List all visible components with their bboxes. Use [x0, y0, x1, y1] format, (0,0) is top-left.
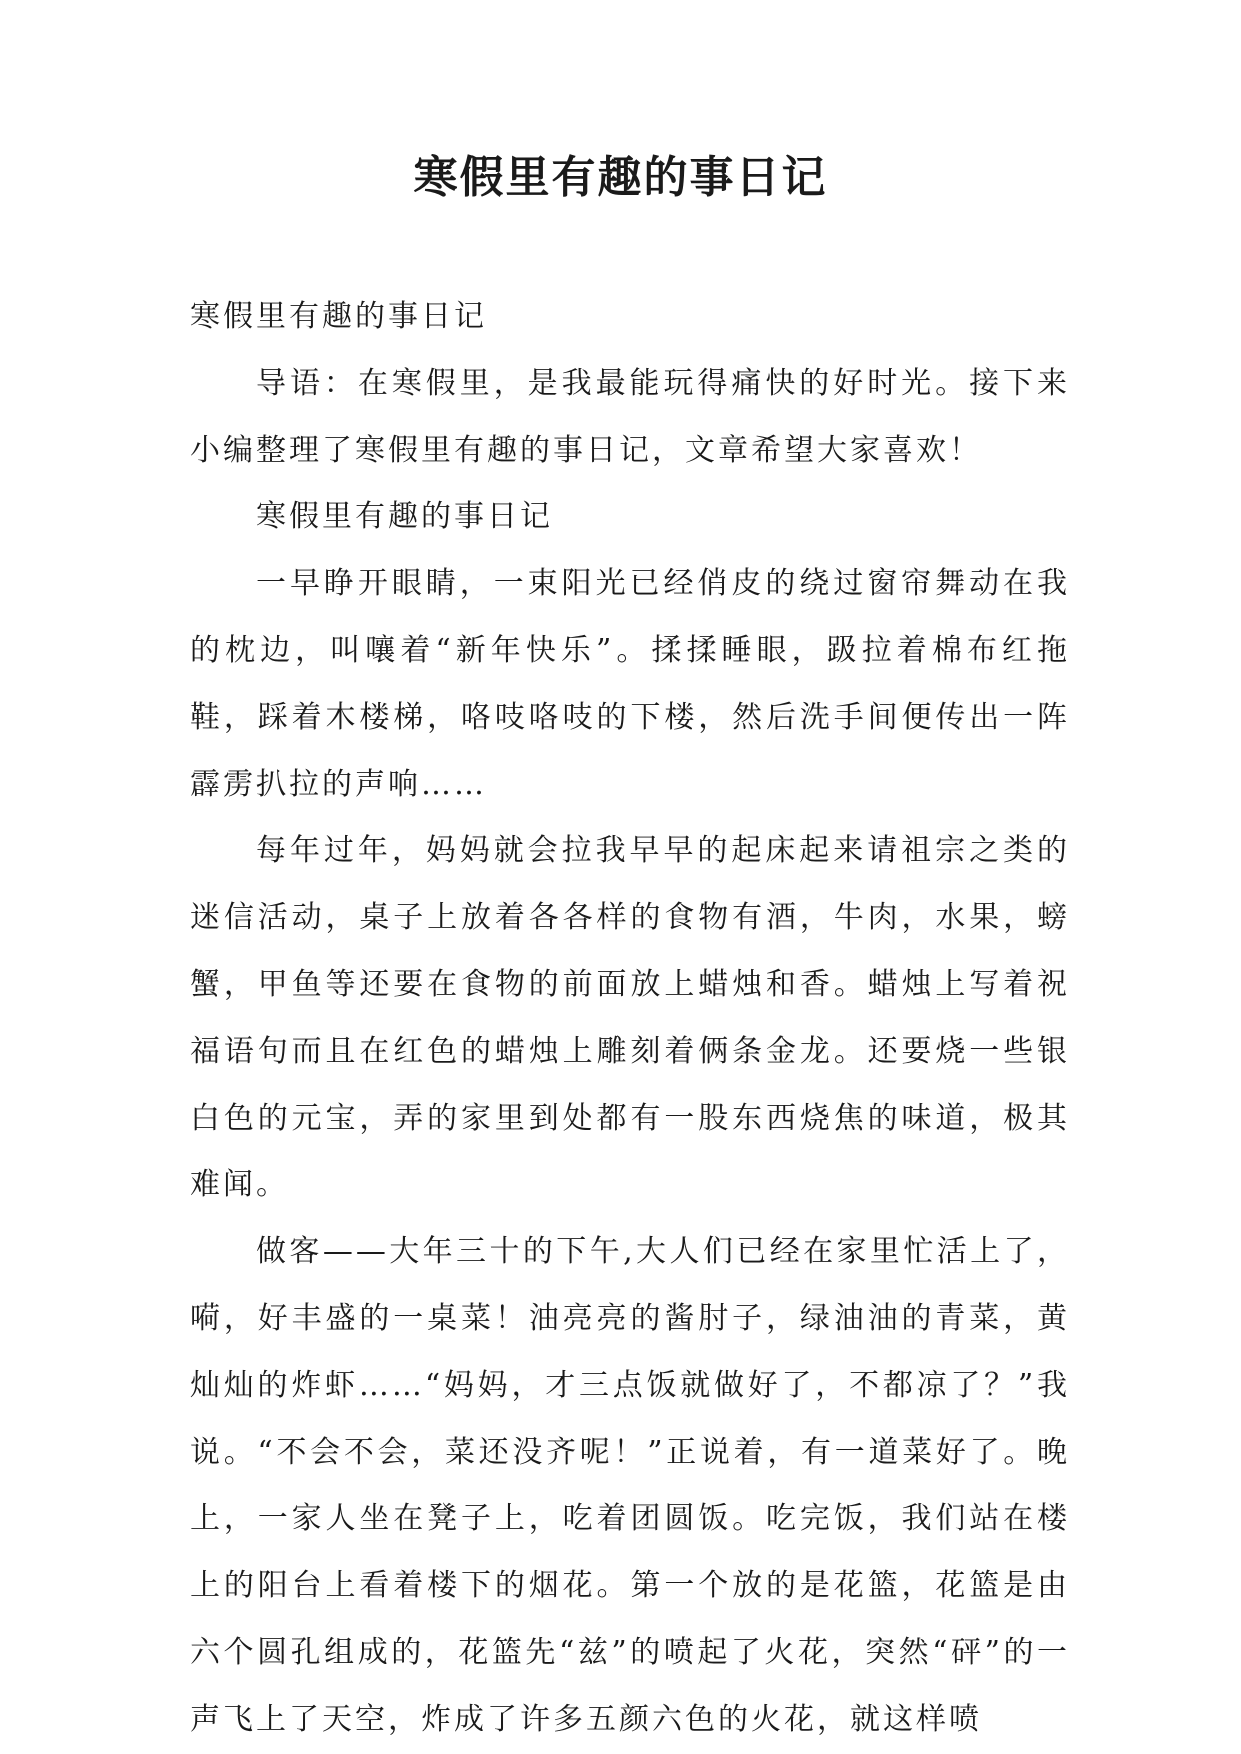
- document-title: 寒假里有趣的事日记: [413, 152, 828, 203]
- paragraph-new-year-eve: 做客——大年三十的下午,大人们已经在家里忙活上了，嗬，好丰盛的一桌菜！油亮亮的酱肘子，绿油油的青菜，黄灿灿的炸虾……“妈妈，才三点饭就做好了，不都凉了？”我说。“不会不会，菜还没齐呢！”正说着，有一道菜好了。晚上，一家人坐在凳子上，吃着团圆饭。吃完饭，我们站在楼上的阳台上看着楼下的烟花。第一个放的是花篮，花篮是由六个圆孔组成的，花篮先“兹”的喷起了火花，突然“砰”的一声飞上了天空，炸成了许多五颜六色的火花，就这样喷: [190, 1234, 1070, 1737]
- paragraph-morning: 一早睁开眼睛，一束阳光已经俏皮的绕过窗帘舞动在我的枕边，叫嚷着“新年快乐”。揉揉睡眼，趿拉着棉布红拖鞋，踩着木楼梯，咯吱咯吱的下楼，然后洗手间便传出一阵霹雳扒拉的声响……: [190, 566, 1070, 802]
- paragraph-new-year-custom: 每年过年，妈妈就会拉我早早的起床起来请祖宗之类的迷信活动，桌子上放着各各样的食物有酒，牛肉，水果，螃蟹，甲鱼等还要在食物的前面放上蜡烛和香。蜡烛上写着祝福语句而且在红色的蜡烛上雕刻着俩条金龙。还要烧一些银白色的元宝，弄的家里到处都有一股东西烧焦的味道，极其难闻。: [190, 833, 1070, 1203]
- intro-paragraph: 导语：在寒假里，是我最能玩得痛快的好时光。接下来小编整理了寒假里有趣的事日记，文章希望大家喜欢！: [190, 365, 1070, 468]
- body-heading: 寒假里有趣的事日记: [190, 299, 487, 334]
- section-heading: 寒假里有趣的事日记: [256, 499, 553, 535]
- document-body: [190, 284, 1070, 1754]
